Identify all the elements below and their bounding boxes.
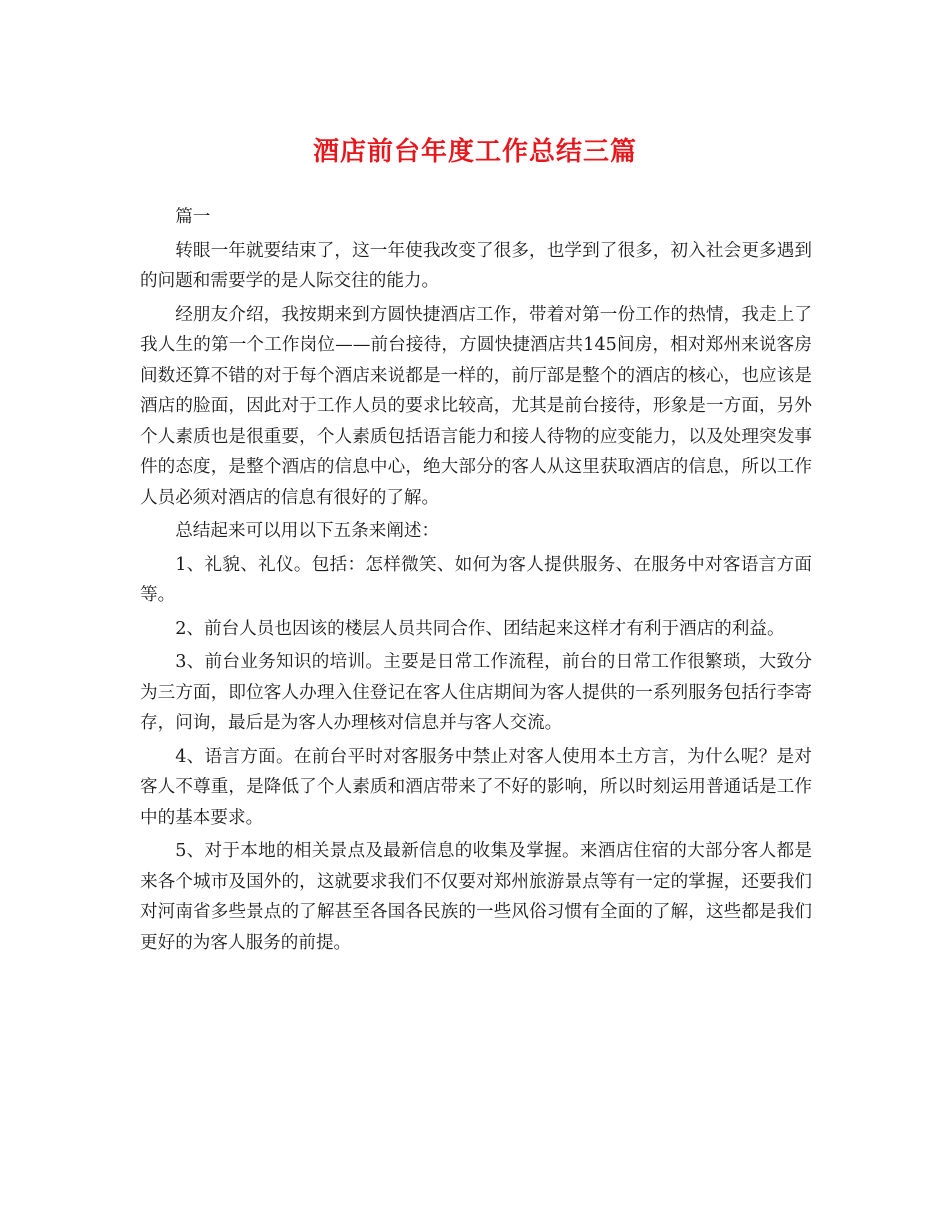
document-body: [140, 202, 812, 961]
paragraph-intro: 转眼一年就要结束了，这一年使我改变了很多，也学到了很多，初入社会更多遇到的问题和需要学的是人际交往的能力。: [140, 240, 812, 291]
section-label: 篇一: [175, 207, 211, 227]
list-item-language: 4、语言方面。在前台平时对客服务中禁止对客人使用本土方言，为什么呢？是对客人不尊重，是降低了个人素质和酒店带来了不好的影响，所以时刻运用普通话是工作中的基本要求。: [140, 746, 812, 828]
list-item-local-knowledge: 5、对于本地的相关景点及最新信息的收集及掌握。来酒店住宿的大部分客人都是来各个城市及国外的，这就要求我们不仅要对郑州旅游景点等有一定的掌握，还要我们对河南省多些景点的了解甚至各国各民族的一些风俗习惯有全面的了解，这些都是我们更好的为客人服务的前提。: [140, 841, 812, 953]
paragraph-summary-lead: 总结起来可以用以下五条来阐述：: [175, 521, 440, 541]
document-title: 酒店前台年度工作总结三篇: [312, 137, 637, 167]
list-item-training: 3、前台业务知识的培训。主要是日常工作流程，前台的日常工作很繁琐，大致分为三方面，即位客人办理入住登记在客人住店期间为客人提供的一系列服务包括行李寄存，问询，最后是为客人办理核对信息并与客人交流。: [140, 652, 812, 733]
list-item-teamwork: 2、前台人员也因该的楼层人员共同合作、团结起来这样才有利于酒店的利益。: [175, 618, 785, 639]
paragraph-background: 经朋友介绍，我按期来到方圆快捷酒店工作，带着对第一份工作的热情，我走上了我人生的第一个工作岗位——前台接待，方圆快捷酒店共145间房，相对郑州来说客房间数还算不错的对于每个酒店来说都是一样的，前厅部是整个的酒店的核心，也应该是酒店的脸面，因此对于工作人员的要求比较高，尤其是前台接待，形象是一方面，另外个人素质也是很重要，个人素质包括语言能力和接人待物的应变能力，以及处理突发事件的态度，是整个酒店的信息中心，绝大部分的客人从这里获取酒店的信息，所以工作人员必须对酒店的信息有很好的了解。: [140, 304, 812, 508]
list-item-etiquette: 1、礼貌、礼仪。包括：怎样微笑、如何为客人提供服务、在服务中对客语言方面等。: [140, 554, 812, 605]
